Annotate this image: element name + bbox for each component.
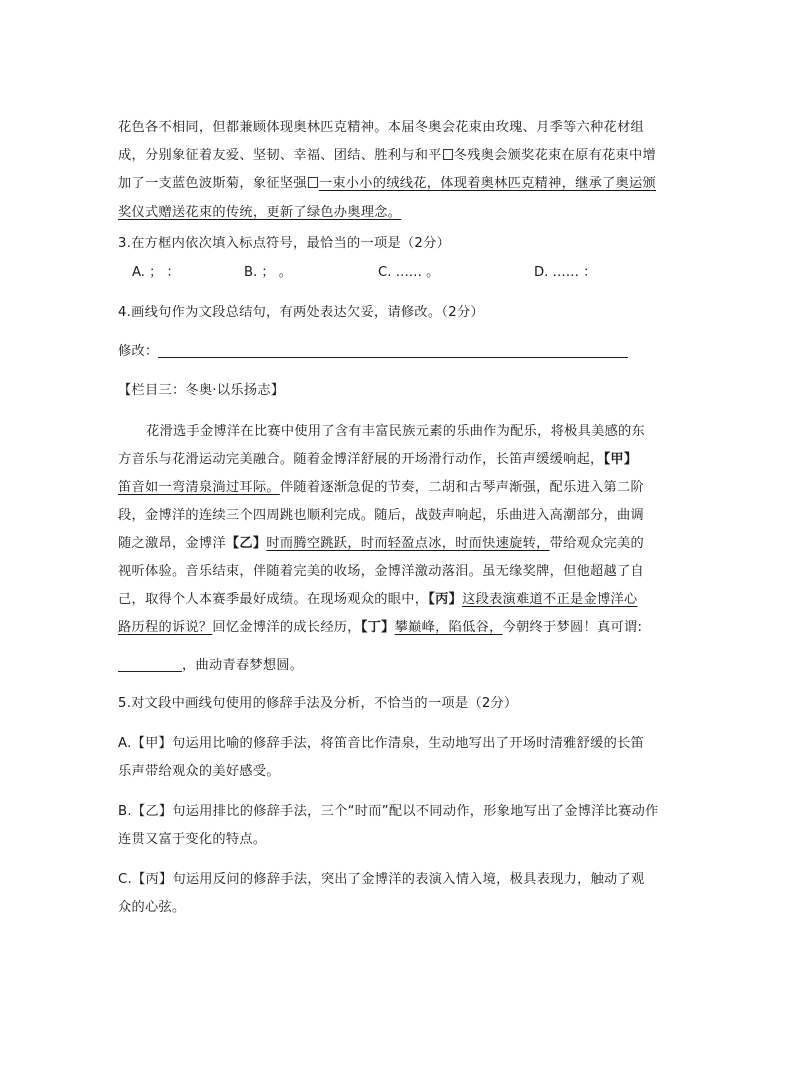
q5-stem: 5.对文段中画线句使用的修辞手法及分析，不恰当的一项是（2分） [118,696,518,711]
p1-line1: 花色各不相同，但都兼顾体现奥林匹克精神。本届冬奥会花束由玫瑰、月季等六种花材组 [118,120,645,135]
p2-line4: 段，金博洋的连续三个四周跳也顺利完成。随后，战鼓声响起，乐曲进入高潮部分，曲调 [118,508,645,523]
p2-line2: 方音乐与花滑运动完美融合。随着金博洋舒展的开场滑行动作，长笛声缓缓响起，【甲】 [118,452,638,467]
p2-line5: 随之激昂，金博洋【乙】时而腾空跳跃，时而轻盈点冰，时而快速旋转，带给观众完美的 [118,536,645,551]
q5-option-c-line1: C.【丙】句运用反问的修辞手法，突出了金博洋的表演入情入境，极具表现力，触动了观 [118,872,645,887]
marker-ding: 【丁】 [360,620,395,635]
answer-blank[interactable] [158,343,628,358]
q3-option-d: D. …… ： [534,265,597,280]
underline-bing-1: 这段表演难道不正是金博洋心 [462,592,638,607]
section-title: 【栏目三：冬奥·以乐扬志】 [118,383,285,398]
marker-bing: 【丙】 [428,592,463,607]
p2-line9: ，曲动青春梦想圆。 [118,656,303,676]
underline-jia: 笛音如一弯清泉淌过耳际。 [118,480,280,495]
p2-line7: 己，取得个人本赛季最好成绩。在现场观众的眼中，【丙】这段表演难道不正是金博洋心 [118,592,638,607]
underline-yi: 时而腾空跳跃，时而轻盈点冰，时而快速旋转， [266,536,550,551]
marker-jia: 【甲】 [603,452,638,467]
underline-bing-2: 路历程的诉说？ [118,620,213,635]
fill-blank[interactable] [118,657,182,672]
p2-line8: 路历程的诉说？回忆金博洋的成长经历，【丁】攀巅峰，陷低谷，今朝终于梦圆！真可谓: [118,620,643,635]
p1-line2: 成，分别象征着友爱、坚韧、幸福、团结、胜利与和平 冬残奥会颁奖花束在原有花束中增 [118,148,657,163]
p2-line6: 视听体验。音乐结束，伴随着完美的收场，金博洋激动落泪。虽无缘奖牌，但他超越了自 [118,564,645,579]
q5-option-c-line2: 众的心弦。 [118,900,186,915]
underline-ding: 攀巅峰，陷低谷， [394,620,503,635]
q5-option-b-line2: 连贯又富于变化的特点。 [118,832,267,847]
q5-option-b-line1: B.【乙】句运用排比的修辞手法，三个“时而”配以不同动作，形象地写出了金博洋比赛动作 [118,804,659,819]
q3-option-c: C. …… 。 [378,265,440,280]
p1-line4: 奖仪式赠送花束的传统，更新了绿色办奥理念。 [118,205,402,220]
marker-yi: 【乙】 [225,536,267,551]
q4-stem: 4.画线句作为文段总结句，有两处表达欠妥，请修改。（2分） [118,305,484,320]
p2-line1: 花滑选手金博洋在比赛中使用了含有丰富民族元素的乐曲作为配乐，将极具美感的东 [146,424,646,439]
q5-option-a-line1: A.【甲】句运用比喻的修辞手法，将笛音比作清泉，生动地写出了开场时清雅舒缓的长笛 [118,736,645,751]
q3-option-a: A. ； ： [132,265,180,280]
punct-box-1 [443,149,453,160]
q4-answer-line: 修改： [118,342,628,362]
q3-option-b: B. ； 。 [244,265,292,280]
q3-stem: 3.在方框内依次填入标点符号，最恰当的一项是（2分） [118,236,451,251]
q5-option-a-line2: 乐声带给观众的美好感受。 [118,764,280,779]
p1-line3: 加了一支蓝色波斯菊，象征坚强 一束小小的绒线花，体现着奥林匹克精神，继承了奥运颁 [118,176,657,191]
underlined-summary-sentence: 一束小小的绒线花，体现着奥林匹克精神，继承了奥运颁 [318,176,657,191]
punct-box-2 [308,177,318,188]
p2-line3: 笛音如一弯清泉淌过耳际。伴随着逐渐急促的节奏，二胡和古琴声渐强，配乐进入第二阶 [118,480,645,495]
